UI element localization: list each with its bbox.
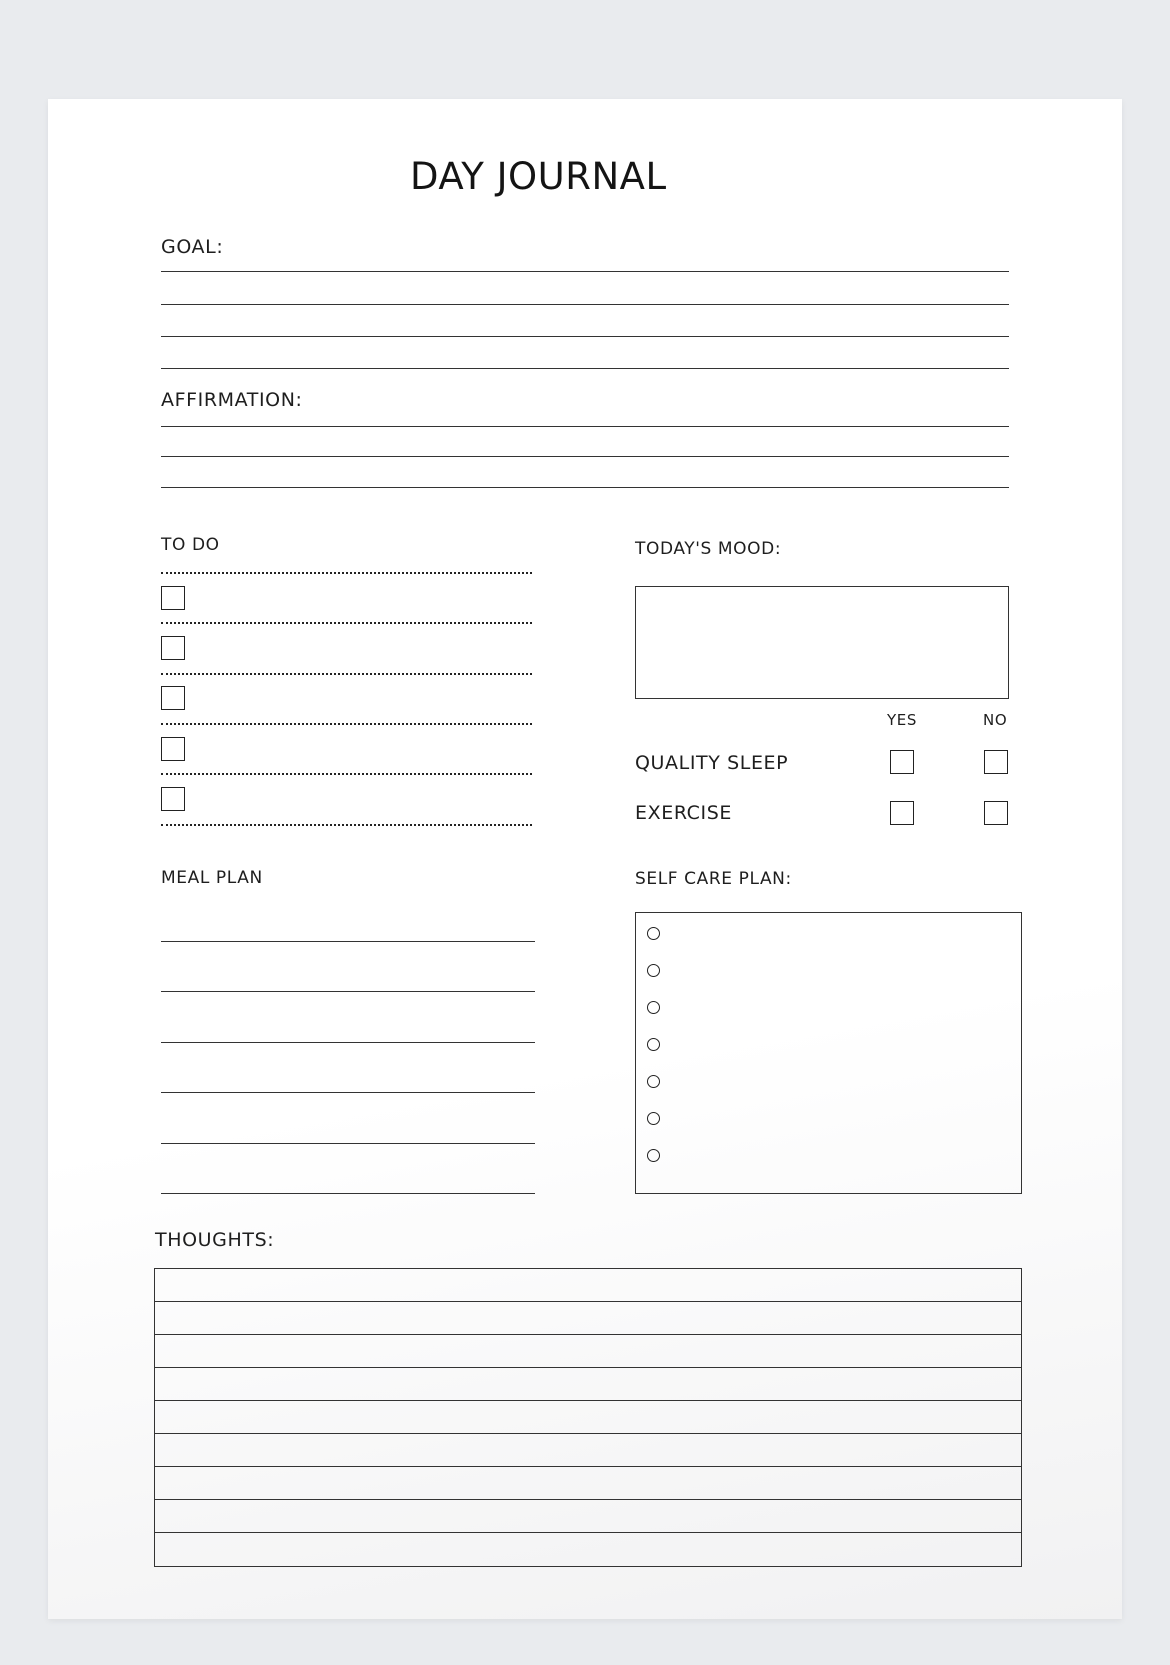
self-care-bullet[interactable] [647,1038,660,1051]
quality-sleep-yes-checkbox[interactable] [890,750,914,774]
self-care-bullet[interactable] [647,1001,660,1014]
thoughts-row[interactable] [155,1302,1021,1335]
affirmation-line[interactable] [161,456,1009,457]
goal-line[interactable] [161,336,1009,337]
thoughts-row[interactable] [155,1500,1021,1533]
todo-divider [161,673,532,675]
todo-label: TO DO [161,535,220,555]
self-care-bullet[interactable] [647,1149,660,1162]
todo-checkbox[interactable] [161,686,185,710]
todo-checkbox[interactable] [161,737,185,761]
todo-checkbox[interactable] [161,636,185,660]
self-care-box [635,912,1022,1194]
thoughts-row[interactable] [155,1335,1021,1368]
self-care-bullet[interactable] [647,1112,660,1125]
thoughts-row[interactable] [155,1467,1021,1500]
todo-divider [161,572,532,574]
thoughts-label: THOUGHTS: [155,1229,275,1251]
exercise-no-checkbox[interactable] [984,801,1008,825]
exercise-yes-checkbox[interactable] [890,801,914,825]
meal-plan-line[interactable] [161,1042,535,1043]
todo-divider [161,622,532,624]
thoughts-row[interactable] [155,1434,1021,1467]
todo-divider [161,824,532,826]
meal-plan-line[interactable] [161,991,535,992]
page-title: DAY JOURNAL [410,155,667,198]
meal-plan-line[interactable] [161,1143,535,1144]
self-care-bullet[interactable] [647,964,660,977]
todo-checkbox[interactable] [161,586,185,610]
thoughts-row[interactable] [155,1269,1021,1302]
meal-plan-line[interactable] [161,1193,535,1194]
goal-label: GOAL: [161,236,224,258]
thoughts-box [154,1268,1022,1567]
goal-line[interactable] [161,304,1009,305]
meal-plan-line[interactable] [161,941,535,942]
todo-divider [161,723,532,725]
goal-line[interactable] [161,368,1009,369]
affirmation-label: AFFIRMATION: [161,389,303,411]
quality-sleep-label: QUALITY SLEEP [635,752,789,774]
goal-line[interactable] [161,271,1009,272]
thoughts-row[interactable] [155,1533,1021,1566]
self-care-label: SELF CARE PLAN: [635,869,792,889]
meal-plan-line[interactable] [161,1092,535,1093]
affirmation-line[interactable] [161,487,1009,488]
quality-sleep-no-checkbox[interactable] [984,750,1008,774]
self-care-bullet[interactable] [647,1075,660,1088]
todo-divider [161,773,532,775]
no-header: NO [983,711,1008,729]
yes-header: YES [887,711,917,729]
thoughts-row[interactable] [155,1368,1021,1401]
mood-label: TODAY'S MOOD: [635,539,782,559]
thoughts-row[interactable] [155,1401,1021,1434]
meal-plan-label: MEAL PLAN [161,868,263,888]
affirmation-line[interactable] [161,426,1009,427]
mood-box[interactable] [635,586,1009,699]
exercise-label: EXERCISE [635,802,733,824]
todo-checkbox[interactable] [161,787,185,811]
self-care-bullet[interactable] [647,927,660,940]
